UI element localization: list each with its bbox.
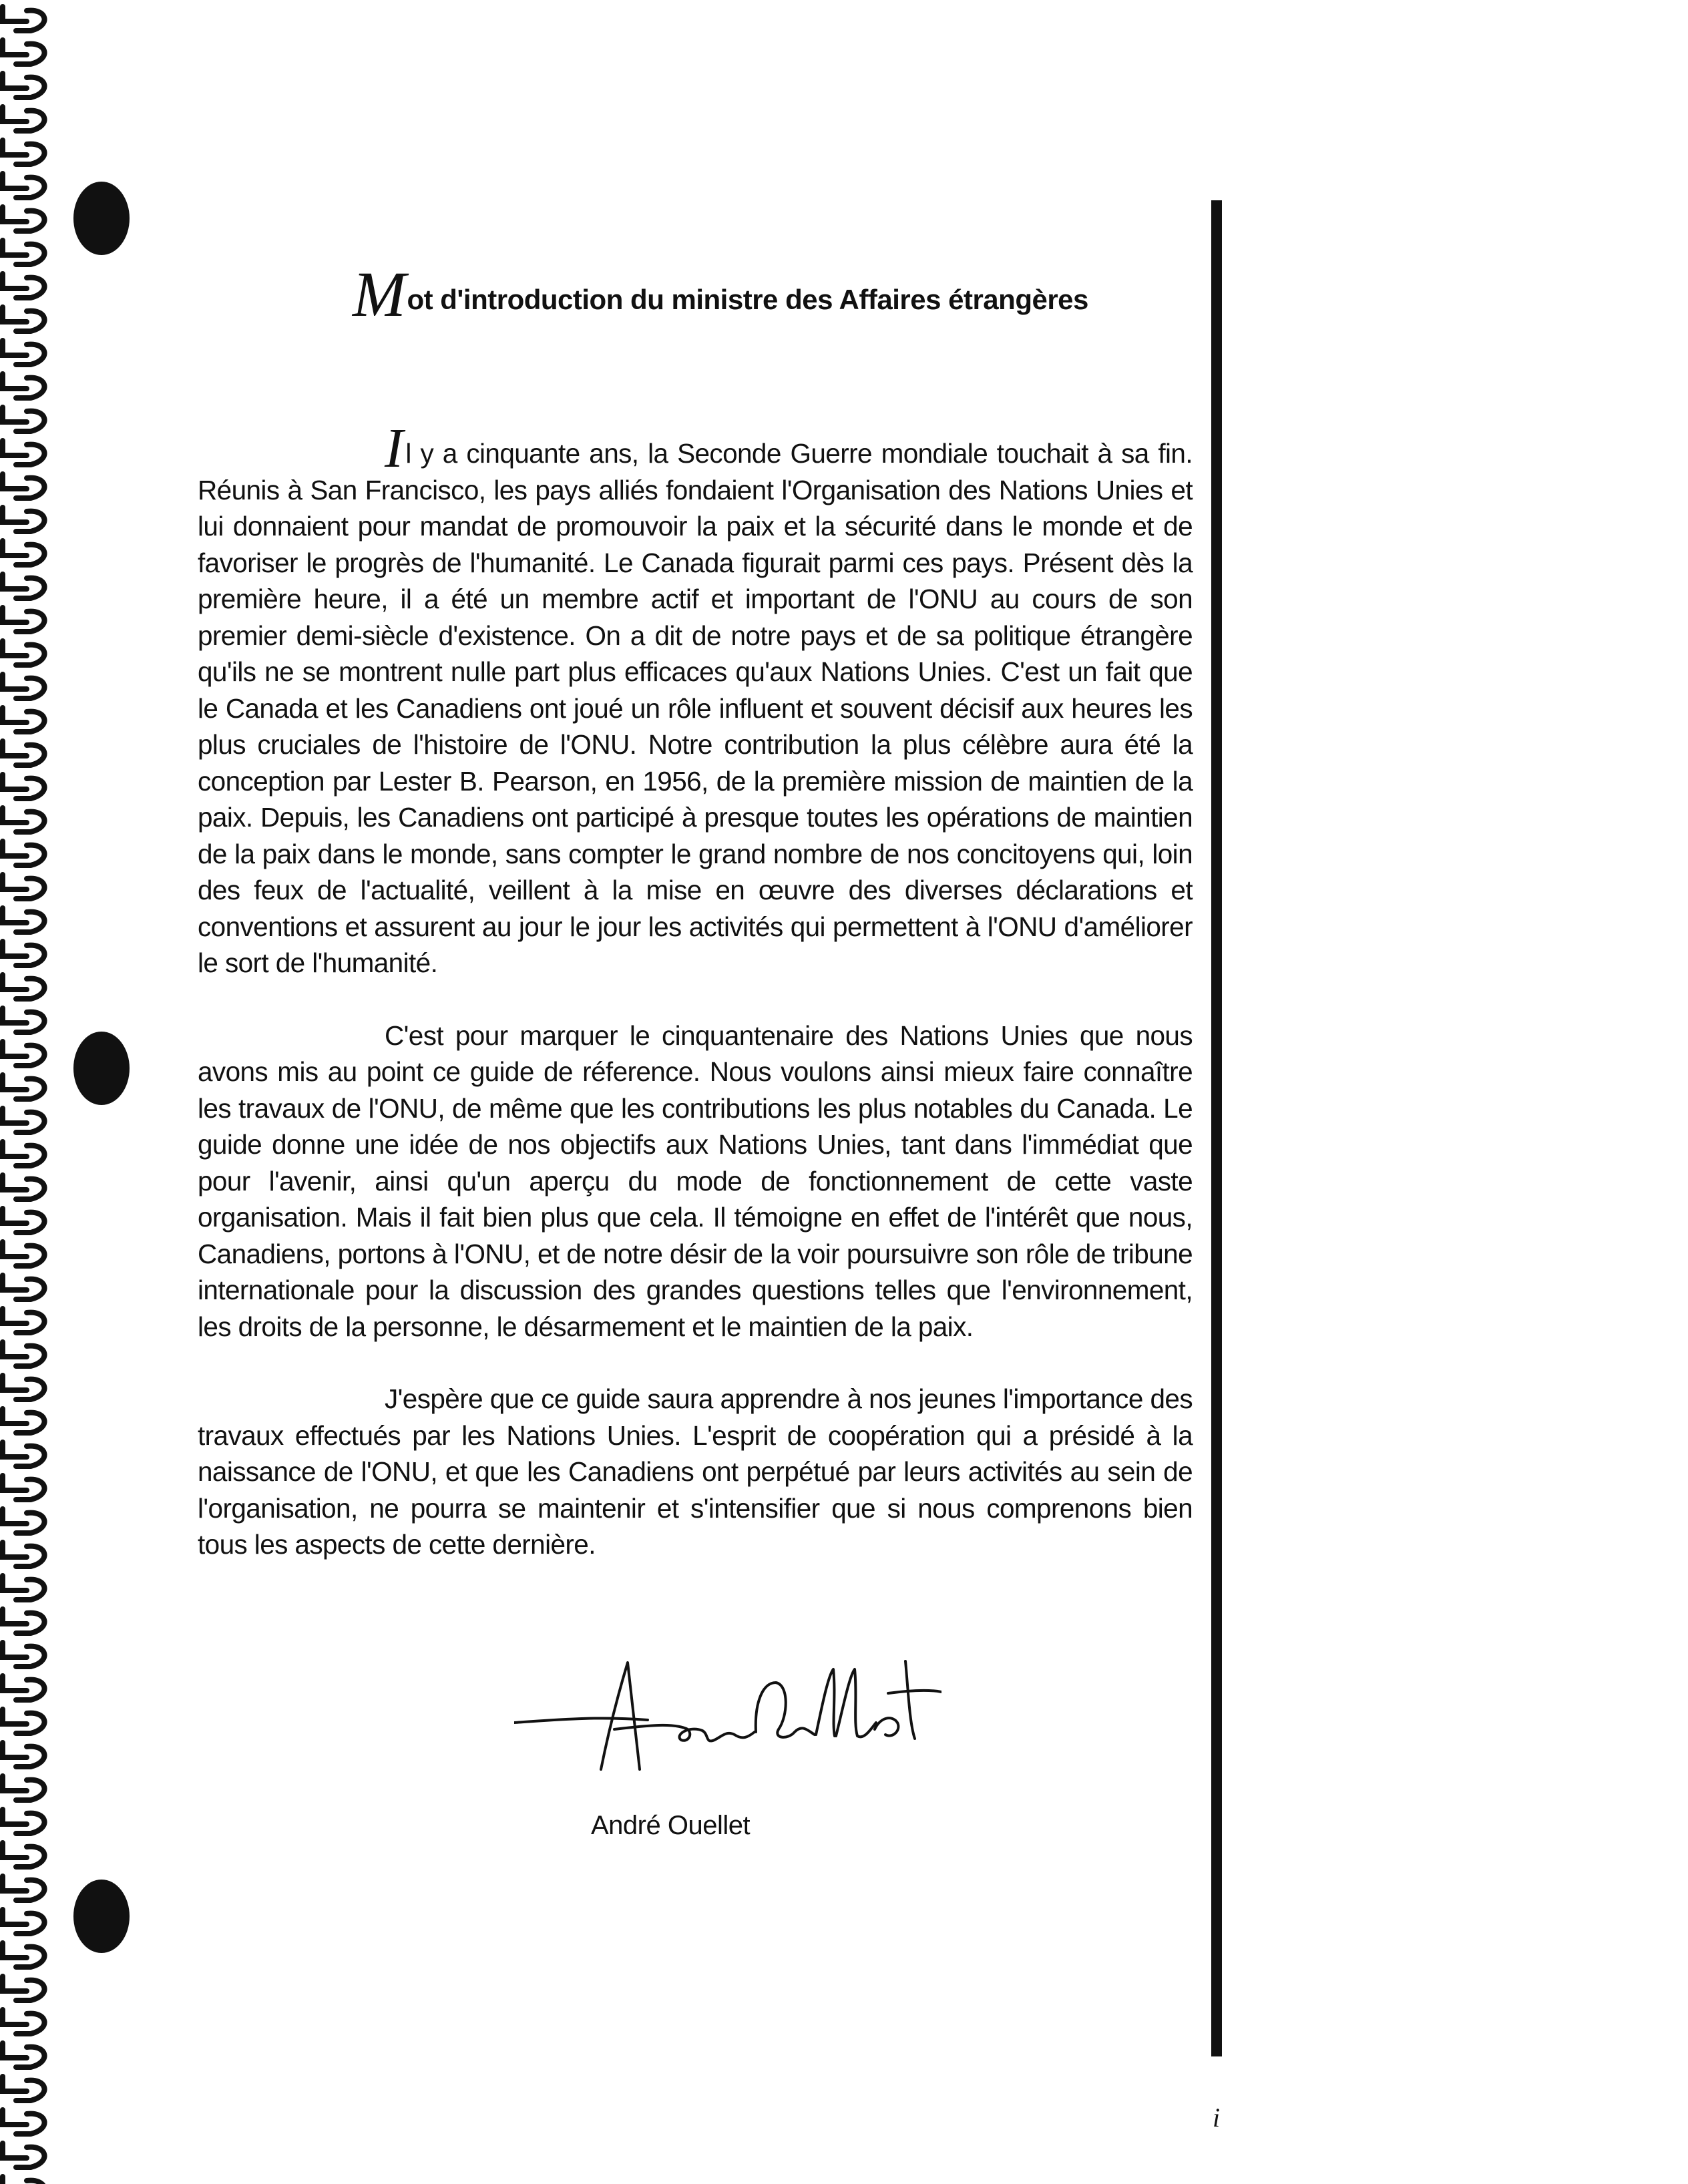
binding-coil <box>3 207 45 231</box>
binding-coil <box>3 2010 45 2034</box>
binding-coil <box>3 1910 45 1934</box>
title-initial: M <box>353 258 406 330</box>
binding-coil <box>3 941 45 965</box>
binding-hole <box>73 1880 130 1953</box>
binding-coil <box>3 1142 45 1166</box>
binding-coil <box>3 875 45 899</box>
binding-coil <box>3 641 45 665</box>
right-margin-rule <box>1211 200 1222 2056</box>
binding-coil <box>3 140 45 164</box>
binding-coil <box>3 1743 45 1767</box>
binding-hole <box>73 1032 130 1105</box>
binding-coil <box>3 1075 45 1099</box>
binding-coil <box>3 1809 45 1833</box>
binding-coil <box>3 975 45 999</box>
binding-coil <box>3 741 45 765</box>
binding-coil <box>3 1576 45 1600</box>
binding-coil <box>3 808 45 832</box>
binding-coil <box>3 608 45 632</box>
title-text: ot d'introduction du ministre des Affaires étrangères <box>407 284 1088 315</box>
binding-coil <box>3 7 45 31</box>
binding-coil <box>3 2177 45 2184</box>
binding-coil <box>3 708 45 732</box>
binding-hole <box>73 182 130 255</box>
binding-coil <box>3 507 45 531</box>
binding-coil <box>3 73 45 97</box>
binding-coil <box>3 1175 45 1199</box>
paragraph-1 <box>198 417 1193 981</box>
binding-coil <box>3 1242 45 1266</box>
paragraph-text: C'est pour marquer le cinquantenaire des Nations Unies que nous avons mis au point ce guide de réference. Nous voulons ainsi mieux faire connaître les travaux de l'ONU, de même que les contributions les plus notables du Canada. Le guide donne une idée de nos objectifs aux Nations Unies, tant dans l'immédiat que pour l'avenir, ainsi qu'un aperçu du mode de fonctionnement de cette vaste organisation. Mais il fait bien plus que cela. Il témoigne en effet de l'intérêt que nous, Canadiens, portons à l'ONU, et de notre désir de la voir poursuivre son rôle de tribune internationale pour la discussion des grandes questions telles que l'environnement, les droits de la personne, le désarmement et le maintien de la paix. <box>198 1020 1193 1342</box>
paragraph-text: J'espère que ce guide saura apprendre à nos jeunes l'importance des travaux effectués par les Nations Unies. L'esprit de coopération qui a présidé à la naissance de l'ONU, et que les Canadiens ont perpétué par leurs activités au sein de l'organisation, ne pourra se maintenir et s'intensifier que si nous comprenons bien tous les aspects de cette dernière. <box>198 1383 1193 1560</box>
binding-coil <box>3 1375 45 1399</box>
paragraph-text: l y a cinquante ans, la Seconde Guerre mondiale touchait à sa fin. Réunis à San Francisco, les pays alliés fondaient l'Organisation des Nations Unies et lui donnaient pour mandat de promouvoir la paix et la sécurité dans le monde et de favoriser le progrès de l'humanité. Le Canada figurait parmi ces pays. Présent dès la première heure, il a été un membre actif et important de l'ONU au cours de son premier demi-siècle d'existence. On a dit de notre pays et de sa politique étrangère qu'ils ne se montrent nulle part plus efficaces qu'aux Nations Unies. C'est un fait que le Canada et les Canadiens ont joué un rôle influent et souvent décisif aux heures les plus cruciales de l'histoire de l'ONU. Notre contribution la plus célèbre aura été la conception par Lester B. Pearson, en 1956, de la première mission de maintien de la paix. Depuis, les Canadiens ont participé à presque toutes les opérations de maintien de la paix dans le monde, sans compter le grand nombre de nos concitoyens qui, loin des feux de l'actualité, veillent à la mise en œuvre des diverses déclarations et conventions et assurent au jour le jour les activités qui permettent à l'ONU d'améliorer le sort de l'humanité. <box>198 438 1193 978</box>
binding-coil <box>3 1843 45 1867</box>
handwritten-signature <box>514 1656 941 1789</box>
binding-coil <box>3 407 45 431</box>
binding-coil <box>3 1876 45 1900</box>
binding-coil <box>3 1275 45 1299</box>
binding-coil <box>3 1509 45 1533</box>
binding-coil <box>3 1776 45 1800</box>
binding-coil <box>3 1209 45 1233</box>
binding-coil <box>3 1442 45 1466</box>
binding-coil <box>3 908 45 932</box>
binding-coil <box>3 1108 45 1132</box>
binding-coil <box>3 474 45 498</box>
binding-coil <box>3 775 45 799</box>
binding-coil <box>3 1476 45 1500</box>
paragraph-2 <box>198 1018 1193 1345</box>
binding-coil <box>3 240 45 264</box>
page-number: i <box>1213 2103 1221 2133</box>
binding-coil <box>3 1409 45 1433</box>
binding-coil <box>3 2110 45 2134</box>
binding-coil <box>3 841 45 865</box>
drop-cap: I <box>385 417 403 479</box>
spiral-binding <box>0 0 60 2184</box>
binding-coil <box>3 2043 45 2067</box>
binding-coil <box>3 174 45 198</box>
binding-coil <box>3 1676 45 1700</box>
binding-coil <box>3 1008 45 1032</box>
binding-coil <box>3 1542 45 1566</box>
binding-coil <box>3 1976 45 2000</box>
binding-coil <box>3 441 45 465</box>
page-title <box>353 257 1187 331</box>
paragraph-3 <box>198 1381 1193 1563</box>
binding-coil <box>3 1709 45 1733</box>
binding-coil <box>3 341 45 365</box>
binding-coil <box>3 541 45 565</box>
binding-coil <box>3 107 45 131</box>
binding-coil <box>3 1042 45 1066</box>
binding-coil <box>3 274 45 298</box>
binding-coil <box>3 1943 45 1967</box>
binding-coil <box>3 40 45 64</box>
binding-coil <box>3 374 45 398</box>
binding-coil <box>3 1643 45 1667</box>
binding-coil <box>3 307 45 331</box>
signer-name: André Ouellet <box>591 1811 751 1840</box>
letter-body <box>198 417 1193 1599</box>
binding-coil <box>3 574 45 598</box>
binding-coil <box>3 2077 45 2101</box>
binding-coil <box>3 2143 45 2167</box>
binding-coil <box>3 1309 45 1333</box>
binding-coil <box>3 1609 45 1633</box>
binding-coil <box>3 674 45 698</box>
binding-coil <box>3 1342 45 1366</box>
